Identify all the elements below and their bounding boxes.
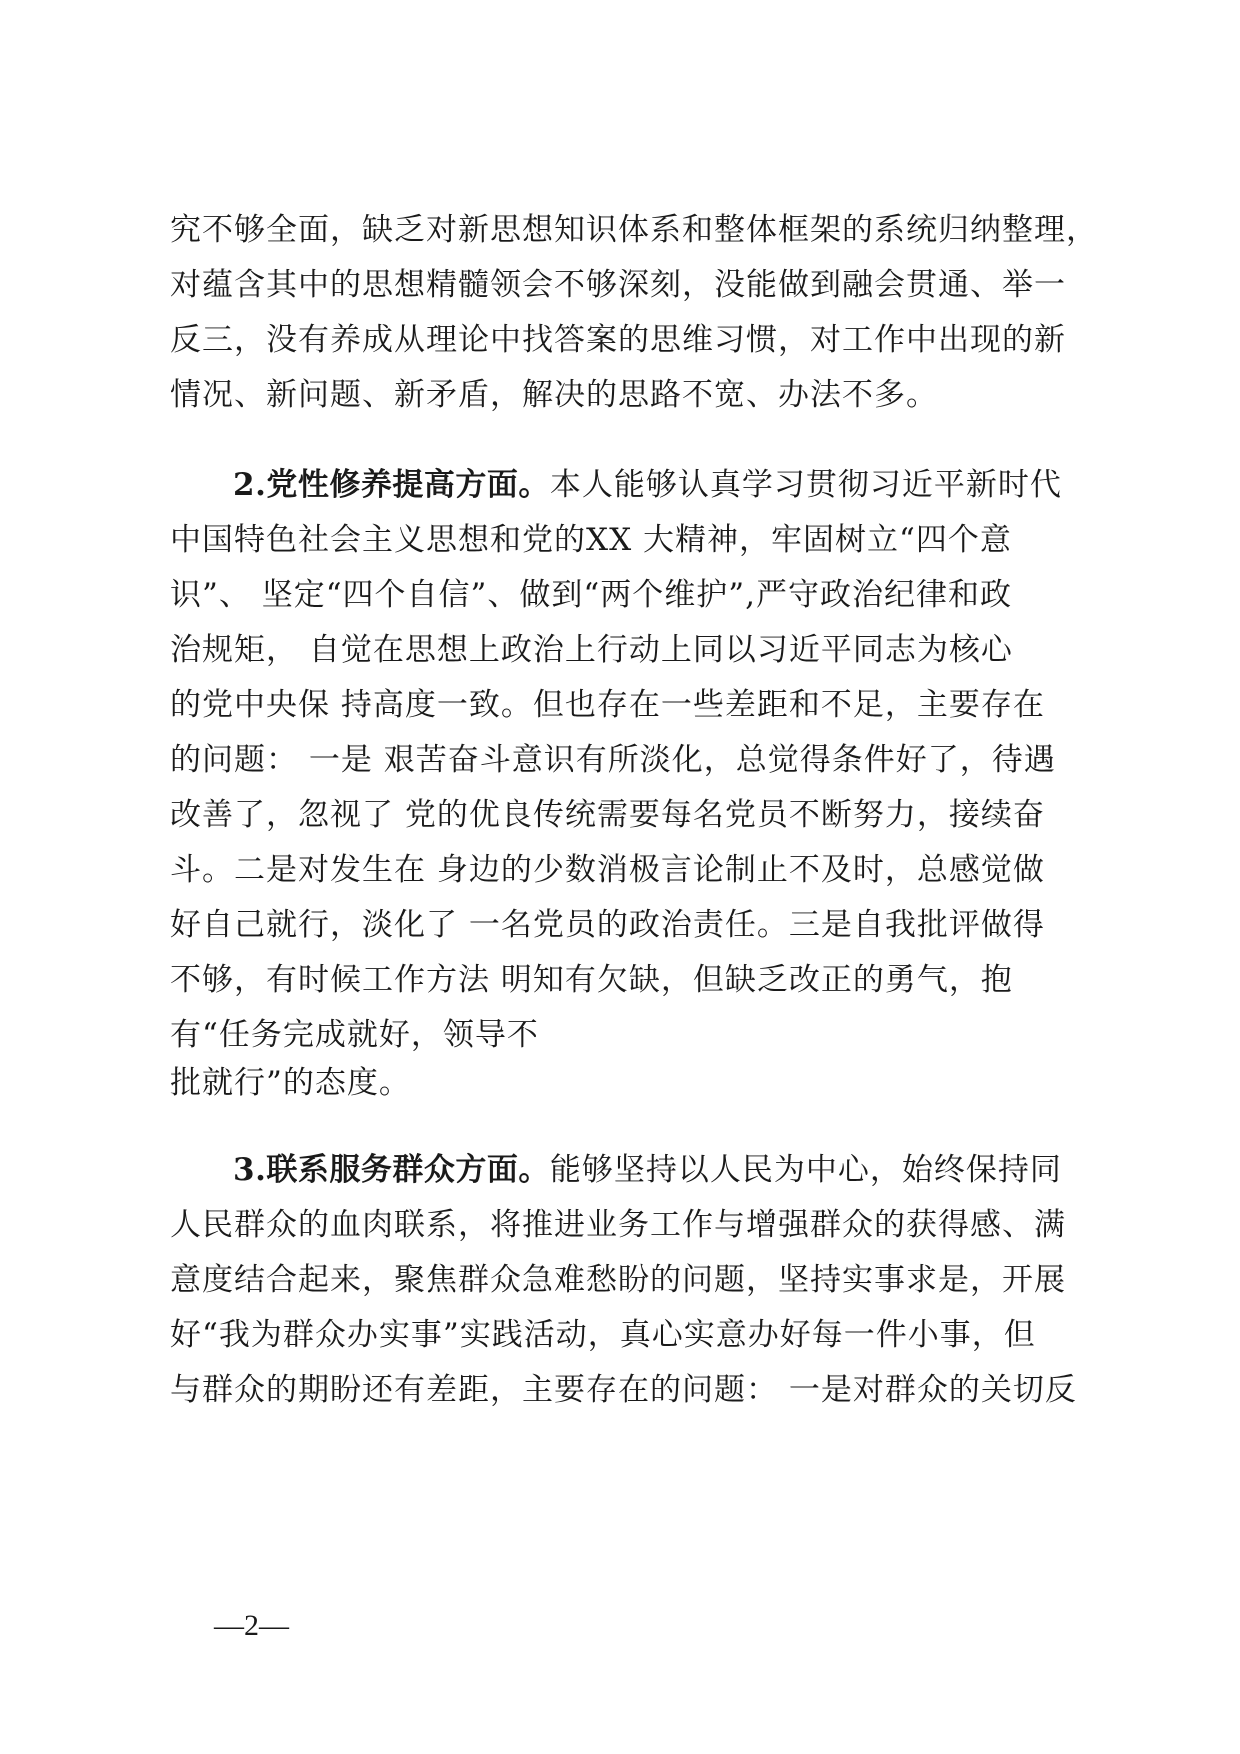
paragraph-3-line-1: [233, 1150, 1062, 1190]
paragraph-2-line-12: 批就行”的态度。: [170, 1065, 411, 1101]
page-number: —2—: [214, 1609, 289, 1642]
paragraph-3-line-5: 与群众的期盼还有差距，主要存在的问题： 一是对群众的关切反: [170, 1372, 1077, 1408]
paragraph-2-line-5: 的党中央保 持高度一致。但也存在一些差距和不足，主要存在: [170, 687, 1045, 723]
paragraph-2-line-6: 的问题： 一是 艰苦奋斗意识有所淡化，总觉得条件好了，待遇: [170, 742, 1056, 778]
paragraph-2-line-1: [233, 465, 1062, 505]
paragraph-3-line-4: 好“我为群众办实事”实践活动，真心实意办好每一件小事，但: [170, 1317, 1036, 1353]
paragraph-2-line-9: 好自己就行，淡化了 一名党员的政治责任。三是自我批评做得: [170, 907, 1045, 943]
paragraph-1-line-3: 反三，没有养成从理论中找答案的思维习惯，对工作中出现的新: [170, 322, 1066, 358]
paragraph-2-first-line-text: 本人能够认真学习贯彻习近平新时代: [549, 467, 1062, 503]
paragraph-2-line-7: 改善了，忽视了 党的优良传统需要每名党员不断努力，接续奋: [170, 797, 1045, 833]
paragraph-2-line-11: 有“任务完成就好，领导不: [170, 1017, 539, 1053]
paragraph-2-line-10: 不够，有时候工作方法 明知有欠缺，但缺乏改正的勇气，抱: [170, 962, 1013, 998]
section-heading-party-spirit: 2.党性修养提高方面。: [233, 467, 550, 503]
paragraph-1-line-2: 对蕴含其中的思想精髓领会不够深刻，没能做到融会贯通、举一: [170, 267, 1066, 303]
paragraph-2-line-3: 识”、 坚定“四个自信”、做到“两个维护”,严守政治纪律和政: [170, 577, 1012, 613]
paragraph-2-line-2: 中国特色社会主义思想和党的XX 大精神，牢固树立“四个意: [170, 522, 1012, 558]
paragraph-3-line-3: 意度结合起来，聚焦群众急难愁盼的问题，坚持实事求是，开展: [170, 1262, 1066, 1298]
paragraph-2-line-4: 治规矩， 自觉在思想上政治上行动上同以习近平同志为核心: [170, 632, 1013, 668]
paragraph-1-line-1: 究不够全面，缺乏对新思想知识体系和整体框架的系统归纳整理，: [170, 212, 1098, 248]
section-heading-serving-people: 3.联系服务群众方面。: [233, 1152, 550, 1188]
paragraph-3-first-line-text: 能够坚持以人民为中心，始终保持同: [549, 1152, 1062, 1188]
paragraph-1-line-4: 情况、新问题、新矛盾，解决的思路不宽、办法不多。: [170, 377, 938, 413]
paragraph-2-line-8: 斗。二是对发生在 身边的少数消极言论制止不及时，总感觉做: [170, 852, 1045, 888]
paragraph-3-line-2: 人民群众的血肉联系，将推进业务工作与增强群众的获得感、满: [170, 1207, 1066, 1243]
